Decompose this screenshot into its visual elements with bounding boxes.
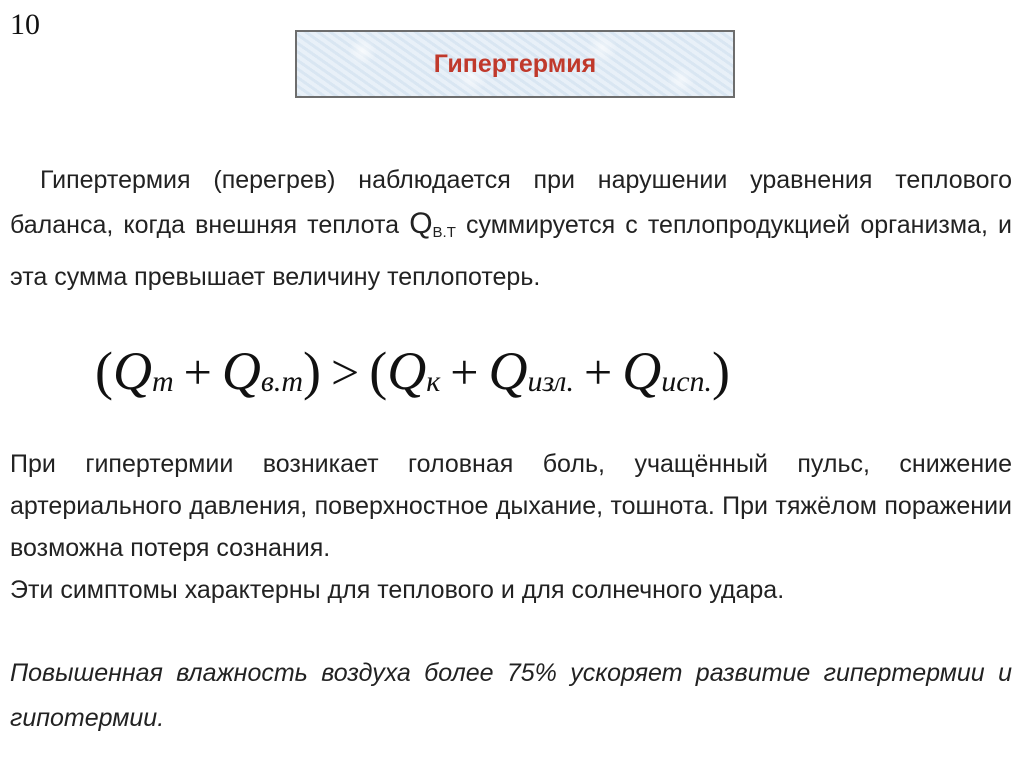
definition-text-end: суммируется с теплопродукцией организма, и эта сумма превышает величину теплопотерь. [10, 211, 1012, 291]
formula-q-radiation: Q [488, 341, 528, 401]
formula-open-paren-right: ( [369, 341, 388, 401]
formula-plus: + [584, 344, 613, 400]
symptoms-conclusion: Эти симптомы характерны для теплового и для солнечного удара. [10, 576, 785, 604]
heat-balance-formula [95, 340, 730, 402]
q-subscript: В.Т [432, 224, 456, 241]
formula-q-evaporation: Q [622, 341, 662, 401]
formula-sub-radiation: изл. [527, 365, 575, 398]
formula-open-paren-left: ( [95, 341, 113, 401]
formula-q-external: Q [221, 341, 261, 401]
formula-sub-evaporation: исп. [661, 365, 713, 398]
paragraph-definition [10, 158, 1012, 299]
paragraph-symptoms [10, 443, 1012, 611]
symptoms-text: При гипертермии возникает головная боль, учащённый пульс, снижение артериального давления, поверхностное дыхание, тошнота. При тяжёлом поражении возможна потеря сознания. [10, 450, 1012, 562]
formula-sub-convection: к [426, 365, 441, 398]
formula-close-paren-left: ) [303, 341, 322, 401]
definition-text-start: Гипертермия (перегрев) наблюдается при нарушении уравнения теплового баланса, когда внешняя теплота [10, 166, 1012, 239]
q-symbol: Q [409, 207, 433, 240]
formula-plus: + [183, 344, 212, 400]
formula-greater-than: > [331, 344, 360, 400]
formula-q-convection: Q [387, 341, 427, 401]
slide-number: 10 [10, 8, 40, 41]
formula-q-production: Q [112, 341, 152, 401]
formula-close-paren-right: ) [712, 341, 731, 401]
formula-sub-production: т [151, 365, 174, 398]
formula-plus: + [450, 344, 479, 400]
formula-sub-external: в.т [260, 365, 304, 398]
paragraph-humidity-note: Повышенная влажность воздуха более 75% ускоряет развитие гипертермии и гипотермии. [10, 659, 1012, 732]
title-box [295, 30, 735, 98]
slide-title: Гипертермия [433, 49, 597, 78]
